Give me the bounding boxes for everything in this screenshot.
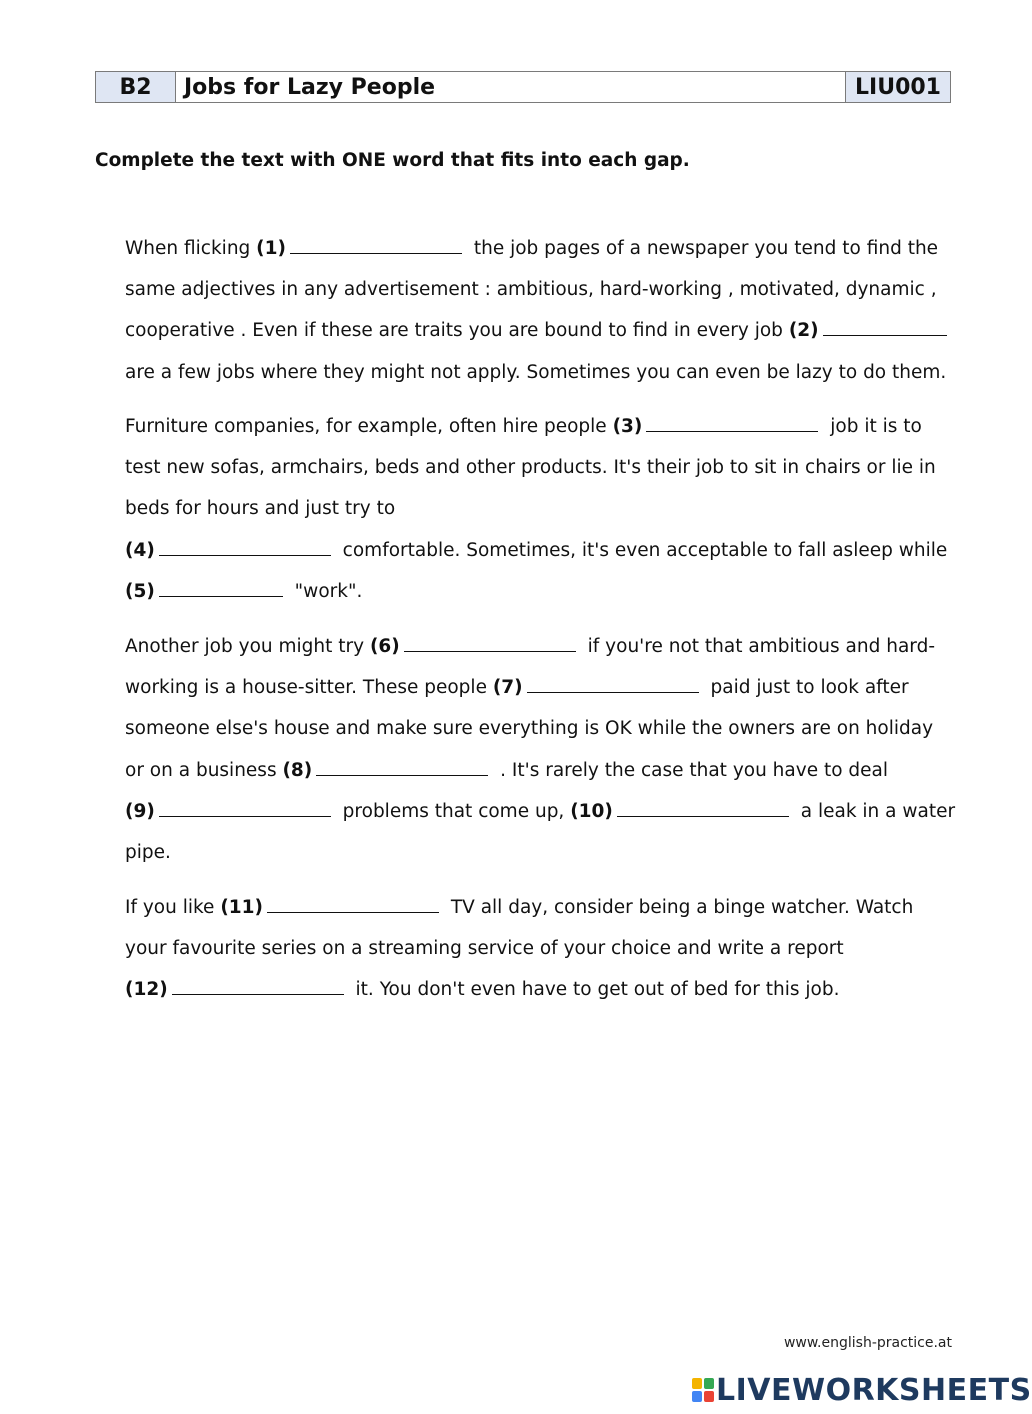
gap-5[interactable] xyxy=(159,578,283,597)
paragraph-3 xyxy=(125,626,965,873)
paragraph-4 xyxy=(125,887,965,1011)
gap-number-8: (8) xyxy=(282,759,313,781)
text-line: beds for hours and just try to xyxy=(125,498,396,520)
gap-number-2: (2) xyxy=(788,320,819,342)
gap-3[interactable] xyxy=(646,413,818,432)
gap-12[interactable] xyxy=(172,977,344,996)
liveworksheets-icon xyxy=(692,1378,714,1402)
worksheet-code: LIU001 xyxy=(846,72,950,102)
text-line: Another job you might try (6) if you're not that ambitious and hard- xyxy=(125,626,965,667)
instruction: Complete the text with ONE word that fits into each gap. xyxy=(95,150,690,171)
gap-6[interactable] xyxy=(404,633,576,652)
text-line: cooperative . Even if these are traits you are bound to find in every job (2) xyxy=(125,310,965,351)
text-line: someone else's house and make sure everything is OK while the owners are on holiday xyxy=(125,718,934,740)
gap-number-11: (11) xyxy=(220,897,263,918)
gap-number-7: (7) xyxy=(492,677,523,699)
text-line: Furniture companies, for example, often hire people (3) job it is to xyxy=(125,406,965,447)
gap-2[interactable] xyxy=(823,318,947,337)
gap-number-10: (10) xyxy=(570,800,613,822)
text-line: are a few jobs where they might not apply. Sometimes you can even be lazy to do them. xyxy=(125,361,947,383)
gap-8[interactable] xyxy=(316,757,488,776)
gap-number-6: (6) xyxy=(369,636,400,657)
gap-number-4: (4) xyxy=(125,539,155,561)
level-badge: B2 xyxy=(96,72,176,102)
gap-7[interactable] xyxy=(527,675,699,694)
text-line: If you like (11) TV all day, consider being a binge watcher. Watch xyxy=(125,887,965,928)
text-line: (9) problems that come up, (10) a leak in a water xyxy=(125,791,965,832)
gap-11[interactable] xyxy=(267,894,439,913)
text-line: (12) it. You don't even have to get out of bed for this job. xyxy=(125,969,965,1010)
gap-number-1: (1) xyxy=(256,238,286,259)
source-url: www.english-practice.at xyxy=(783,1335,952,1351)
title-bar xyxy=(95,71,951,103)
liveworksheets-logo xyxy=(692,1374,1032,1406)
gap-number-9: (9) xyxy=(125,800,155,822)
gap-4[interactable] xyxy=(159,537,331,556)
text-line: working is a house-sitter. These people (7) paid just to look after xyxy=(125,667,965,708)
paragraph-2 xyxy=(125,406,965,612)
text-line: same adjectives in any advertisement : ambitious, hard-working , motivated, dynamic , xyxy=(125,279,937,301)
text-line: pipe. xyxy=(125,841,171,863)
text-line: (5) "work". xyxy=(125,571,965,612)
text-line: your favourite series on a streaming service of your choice and write a report xyxy=(125,938,844,960)
brand-name: LIVEWORKSHEETS xyxy=(716,1372,1032,1408)
text-line: (4) comfortable. Sometimes, it's even acceptable to fall asleep while xyxy=(125,530,965,571)
text-line: When flicking (1) the job pages of a newspaper you tend to find the xyxy=(125,228,965,269)
gap-number-12: (12) xyxy=(125,979,168,1001)
text-line: or on a business (8) . It's rarely the case that you have to deal xyxy=(125,750,965,791)
gap-10[interactable] xyxy=(617,798,789,817)
gap-1[interactable] xyxy=(290,235,462,254)
worksheet-title: Jobs for Lazy People xyxy=(176,72,846,102)
gap-9[interactable] xyxy=(159,798,331,817)
gap-number-3: (3) xyxy=(612,416,643,437)
paragraph-1 xyxy=(125,228,965,393)
text-line: test new sofas, armchairs, beds and other products. It's their job to sit in chairs or lie in xyxy=(125,457,936,479)
gap-number-5: (5) xyxy=(125,580,155,602)
